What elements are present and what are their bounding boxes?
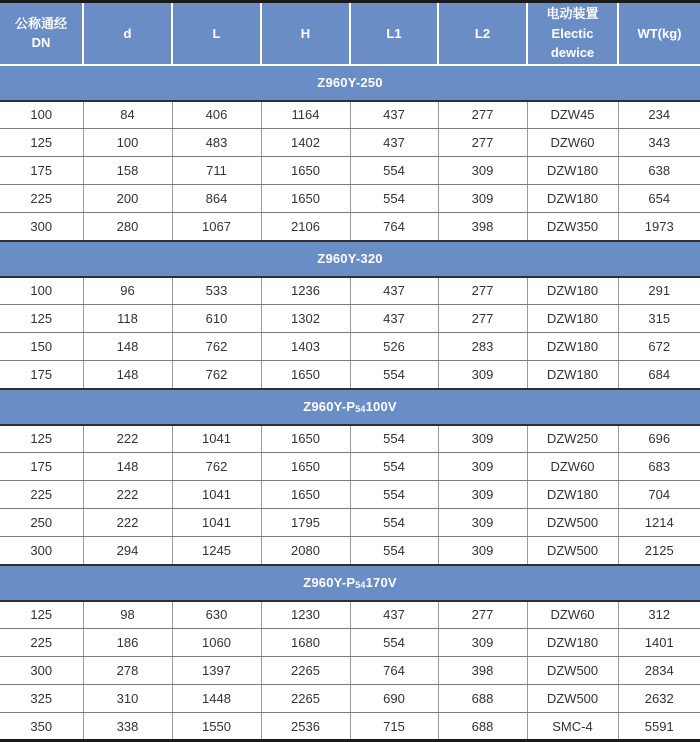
cell: 437 <box>350 305 438 333</box>
section-title-text: Z960Y-250 <box>317 75 383 90</box>
cell: 554 <box>350 425 438 453</box>
cell: 688 <box>438 713 527 741</box>
cell: DZW60 <box>527 601 618 629</box>
cell: 300 <box>0 213 83 241</box>
col-header-l <box>172 2 261 65</box>
section-title-subscript: 54 <box>355 580 366 590</box>
col-header-wt <box>618 2 700 65</box>
cell: 278 <box>83 657 172 685</box>
cell: 225 <box>0 629 83 657</box>
cell: 2106 <box>261 213 350 241</box>
cell: DZW45 <box>527 101 618 129</box>
cell: 864 <box>172 185 261 213</box>
cell: 554 <box>350 537 438 565</box>
cell: 1403 <box>261 333 350 361</box>
section-title <box>0 389 700 425</box>
cell: 309 <box>438 425 527 453</box>
table-row <box>0 185 700 213</box>
cell: 437 <box>350 277 438 305</box>
col-header-label: H <box>300 25 311 41</box>
table-row <box>0 333 700 361</box>
cell: 125 <box>0 601 83 629</box>
cell: 277 <box>438 277 527 305</box>
cell: 610 <box>172 305 261 333</box>
cell: 5591 <box>618 713 700 741</box>
cell: 309 <box>438 509 527 537</box>
cell: 125 <box>0 425 83 453</box>
cell: 526 <box>350 333 438 361</box>
cell: 1680 <box>261 629 350 657</box>
cell: 315 <box>618 305 700 333</box>
table-row <box>0 157 700 185</box>
cell: DZW500 <box>527 657 618 685</box>
cell: SMC-4 <box>527 713 618 741</box>
cell: DZW180 <box>527 361 618 389</box>
table-row <box>0 601 700 629</box>
cell: 688 <box>438 685 527 713</box>
cell: 280 <box>83 213 172 241</box>
cell: 234 <box>618 101 700 129</box>
cell: 222 <box>83 509 172 537</box>
cell: 309 <box>438 185 527 213</box>
table-row <box>0 305 700 333</box>
cell: 1650 <box>261 157 350 185</box>
cell: 309 <box>438 361 527 389</box>
cell: 554 <box>350 185 438 213</box>
cell: 1550 <box>172 713 261 741</box>
section-title-text: 100V <box>365 399 397 414</box>
cell: DZW500 <box>527 685 618 713</box>
section-title-subscript: 54 <box>355 404 366 414</box>
table-body <box>0 65 700 741</box>
section-title-text: 170V <box>365 575 397 590</box>
cell: DZW350 <box>527 213 618 241</box>
cell: 148 <box>83 333 172 361</box>
cell: 309 <box>438 453 527 481</box>
cell: 1164 <box>261 101 350 129</box>
cell: DZW180 <box>527 185 618 213</box>
cell: 764 <box>350 657 438 685</box>
cell: 277 <box>438 305 527 333</box>
cell: 398 <box>438 213 527 241</box>
cell: DZW500 <box>527 509 618 537</box>
cell: 175 <box>0 157 83 185</box>
section-title-text: Z960Y-P <box>303 575 356 590</box>
table-row <box>0 129 700 157</box>
cell: 704 <box>618 481 700 509</box>
cell: 283 <box>438 333 527 361</box>
section-title <box>0 565 700 601</box>
cell: 200 <box>83 185 172 213</box>
cell: 1060 <box>172 629 261 657</box>
cell: 277 <box>438 601 527 629</box>
table-row <box>0 657 700 685</box>
cell: 148 <box>83 361 172 389</box>
cell: 554 <box>350 509 438 537</box>
cell: 696 <box>618 425 700 453</box>
cell: 2834 <box>618 657 700 685</box>
cell: DZW180 <box>527 157 618 185</box>
cell: 398 <box>438 657 527 685</box>
table-row <box>0 213 700 241</box>
cell: 715 <box>350 713 438 741</box>
cell: 2632 <box>618 685 700 713</box>
cell: DZW500 <box>527 537 618 565</box>
col-header-label: L1 <box>386 25 402 41</box>
section-title-text: Z960Y-P <box>303 399 356 414</box>
col-header-label: WT(kg) <box>637 25 682 41</box>
cell: 2536 <box>261 713 350 741</box>
col-header-label: 公称通经 <box>14 15 67 31</box>
col-header-d <box>83 2 172 65</box>
cell: 2080 <box>261 537 350 565</box>
cell: 1397 <box>172 657 261 685</box>
table-row <box>0 685 700 713</box>
cell: DZW60 <box>527 129 618 157</box>
cell: 554 <box>350 629 438 657</box>
section-band <box>0 241 700 277</box>
cell: 309 <box>438 629 527 657</box>
cell: 1650 <box>261 425 350 453</box>
cell: 1448 <box>172 685 261 713</box>
cell: 225 <box>0 185 83 213</box>
cell: 672 <box>618 333 700 361</box>
cell: 1402 <box>261 129 350 157</box>
col-header-label: L <box>212 25 221 41</box>
cell: 1650 <box>261 453 350 481</box>
cell: 84 <box>83 101 172 129</box>
cell: 406 <box>172 101 261 129</box>
cell: 300 <box>0 657 83 685</box>
col-header-l2 <box>438 2 527 65</box>
cell: 1041 <box>172 425 261 453</box>
cell: DZW180 <box>527 333 618 361</box>
cell: 1795 <box>261 509 350 537</box>
cell: 150 <box>0 333 83 361</box>
cell: 630 <box>172 601 261 629</box>
cell: 762 <box>172 333 261 361</box>
cell: 175 <box>0 361 83 389</box>
section-band <box>0 565 700 601</box>
cell: 98 <box>83 601 172 629</box>
cell: 683 <box>618 453 700 481</box>
cell: 1973 <box>618 213 700 241</box>
cell: 2265 <box>261 685 350 713</box>
cell: 222 <box>83 425 172 453</box>
col-header-label: 电动装置 <box>546 6 599 21</box>
cell: DZW180 <box>527 481 618 509</box>
cell: 175 <box>0 453 83 481</box>
section-band <box>0 65 700 101</box>
table-row <box>0 481 700 509</box>
cell: 148 <box>83 453 172 481</box>
header-row <box>0 2 700 65</box>
cell: 554 <box>350 361 438 389</box>
cell: 437 <box>350 129 438 157</box>
cell: 554 <box>350 157 438 185</box>
col-header-sublabel: DN <box>31 35 51 51</box>
col-header-label: d <box>123 25 132 41</box>
col-header-electric-device <box>527 2 618 65</box>
cell: 312 <box>618 601 700 629</box>
col-header-label: L2 <box>474 25 491 41</box>
cell: 100 <box>0 101 83 129</box>
cell: 1650 <box>261 361 350 389</box>
cell: 96 <box>83 277 172 305</box>
cell: 2125 <box>618 537 700 565</box>
cell: 118 <box>83 305 172 333</box>
cell: 437 <box>350 601 438 629</box>
cell: 1041 <box>172 481 261 509</box>
cell: 1214 <box>618 509 700 537</box>
cell: 222 <box>83 481 172 509</box>
cell: 1650 <box>261 481 350 509</box>
table-row <box>0 453 700 481</box>
cell: 310 <box>83 685 172 713</box>
cell: 338 <box>83 713 172 741</box>
cell: 483 <box>172 129 261 157</box>
col-header-l1 <box>350 2 438 65</box>
cell: DZW180 <box>527 305 618 333</box>
cell: DZW60 <box>527 453 618 481</box>
cell: 100 <box>83 129 172 157</box>
cell: 1230 <box>261 601 350 629</box>
cell: 1067 <box>172 213 261 241</box>
cell: 309 <box>438 537 527 565</box>
table-row <box>0 361 700 389</box>
cell: 225 <box>0 481 83 509</box>
cell: 437 <box>350 101 438 129</box>
cell: 762 <box>172 453 261 481</box>
col-header-dn <box>0 2 83 65</box>
cell: 684 <box>618 361 700 389</box>
table-row <box>0 425 700 453</box>
cell: 291 <box>618 277 700 305</box>
table-row <box>0 101 700 129</box>
table-row <box>0 537 700 565</box>
cell: 325 <box>0 685 83 713</box>
cell: 300 <box>0 537 83 565</box>
cell: 2265 <box>261 657 350 685</box>
col-header-sublabel: Electic dewice <box>550 25 595 60</box>
cell: 186 <box>83 629 172 657</box>
cell: 125 <box>0 305 83 333</box>
cell: 1650 <box>261 185 350 213</box>
col-header-h <box>261 2 350 65</box>
section-title-text: Z960Y-320 <box>317 251 383 266</box>
cell: 1236 <box>261 277 350 305</box>
cell: 277 <box>438 101 527 129</box>
cell: 533 <box>172 277 261 305</box>
cell: 554 <box>350 453 438 481</box>
cell: 343 <box>618 129 700 157</box>
cell: 638 <box>618 157 700 185</box>
table-row <box>0 509 700 537</box>
table-row <box>0 277 700 305</box>
cell: DZW180 <box>527 277 618 305</box>
cell: 1302 <box>261 305 350 333</box>
cell: 294 <box>83 537 172 565</box>
table-header <box>0 2 700 65</box>
cell: 711 <box>172 157 261 185</box>
cell: 158 <box>83 157 172 185</box>
section-title <box>0 65 700 101</box>
table-row <box>0 713 700 741</box>
cell: 1401 <box>618 629 700 657</box>
cell: 250 <box>0 509 83 537</box>
cell: 554 <box>350 481 438 509</box>
table-row <box>0 629 700 657</box>
cell: 350 <box>0 713 83 741</box>
cell: 1041 <box>172 509 261 537</box>
cell: 125 <box>0 129 83 157</box>
cell: DZW250 <box>527 425 618 453</box>
section-title <box>0 241 700 277</box>
cell: 690 <box>350 685 438 713</box>
cell: DZW180 <box>527 629 618 657</box>
cell: 764 <box>350 213 438 241</box>
cell: 309 <box>438 481 527 509</box>
cell: 100 <box>0 277 83 305</box>
cell: 1245 <box>172 537 261 565</box>
cell: 277 <box>438 129 527 157</box>
cell: 762 <box>172 361 261 389</box>
cell: 654 <box>618 185 700 213</box>
cell: 309 <box>438 157 527 185</box>
section-band <box>0 389 700 425</box>
